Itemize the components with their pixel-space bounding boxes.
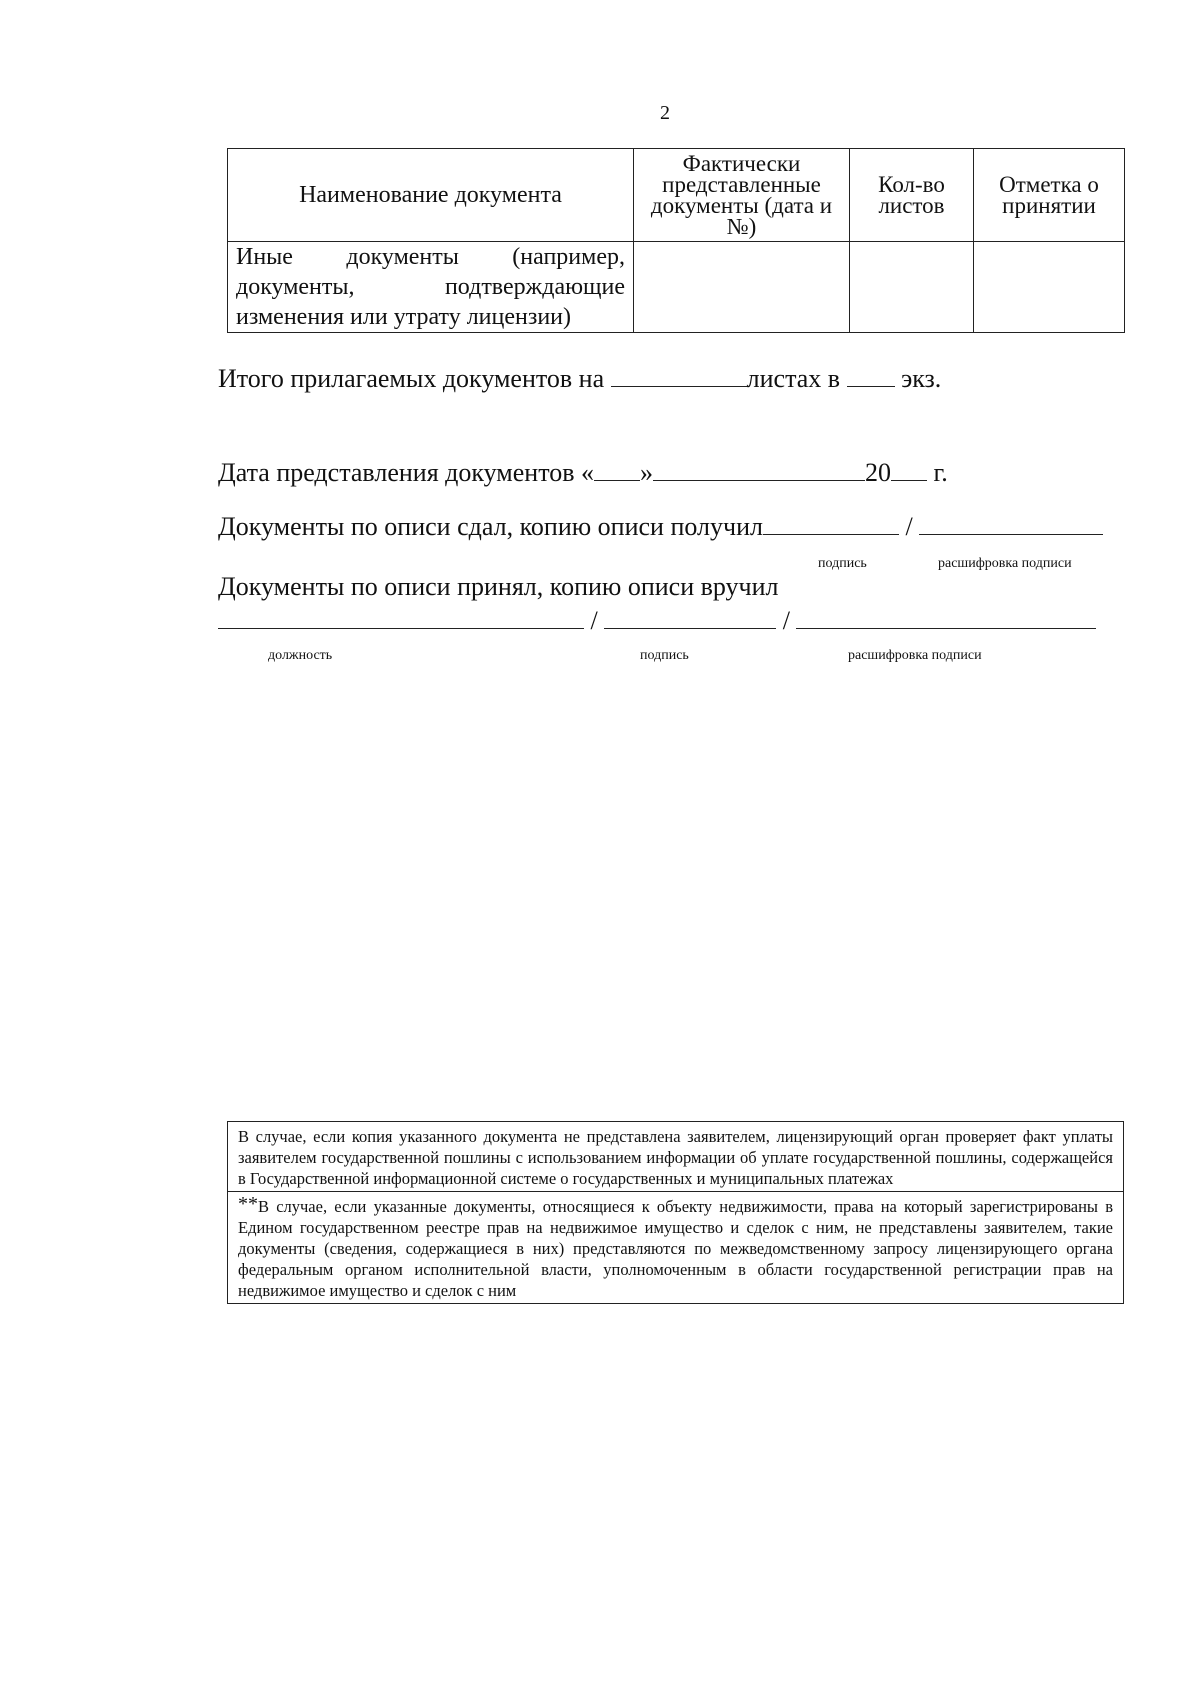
cell-actual-documents [634,242,850,333]
handed-over-text: Документы по описи сдал, копию описи получил [218,512,763,541]
copies-blank [847,362,895,387]
footnote-1-text: В случае, если копия указанного документа не представлена заявителем, лицензирующий орган проверяет факт уплаты заявителем государственной пошлины с использованием информации об уплате государственной пошлины, содержащейся в Государственной информационной системе о государственных и муниципальных платежах [238,1127,1113,1188]
documents-table [227,148,1125,333]
header-document-name: Наименование документа [228,149,634,242]
handed-over-line [218,510,1103,542]
accepted-signature-blank [604,604,776,629]
handed-over-signature-label: подпись [818,556,867,571]
handed-over-separator: / [905,512,913,541]
date-quote-close: » [640,458,654,487]
accepted-separator-1: / [590,606,598,635]
header-acceptance-mark: Отметка о принятии [974,149,1125,242]
table-row [228,242,1125,333]
page-number: 2 [660,102,670,124]
cell-sheet-count [850,242,974,333]
accepted-blanks-line [218,604,1096,636]
table-header-row [228,149,1125,242]
year-blank [891,456,927,481]
year-prefix: 20 [865,458,892,487]
handed-over-decode-blank [919,510,1103,535]
handed-over-signature-blank [763,510,899,535]
footnote-2-text: В случае, если указанные документы, относящиеся к объекту недвижимости, права на который зарегистрированы в Едином государственном реестре прав на недвижимое имущество и сделок с ним, не представлены заявителем, такие документы (сведения, содержащиеся в них) представляются по межведомственному запросу лицензирующего органа федеральным органом исполнительной власти, уполномоченным в области государственной регистрации прав на недвижимое имущество и сделок с ним [238,1197,1113,1300]
accepted-position-label: должность [268,648,333,663]
summary-middle: листах в [746,364,841,393]
summary-suffix: экз. [901,364,942,393]
date-line [218,456,948,488]
accepted-separator-2: / [782,606,790,635]
accepted-decode-label: расшифровка подписи [848,648,982,663]
month-blank [653,456,865,481]
accepted-position-blank [218,604,584,629]
header-actual-documents: Фактически представленные документы (дата и №) [634,149,850,242]
header-sheet-count: Кол-во листов [850,149,974,242]
accepted-decode-blank [796,604,1096,629]
cell-acceptance-mark [974,242,1125,333]
footnote-2 [228,1191,1123,1303]
cell-document-name: Иные документы (например, документы, подтверждающие изменения или утрату лицензии) [228,242,634,333]
footnote-1 [228,1122,1123,1191]
handed-over-decode-label: расшифровка подписи [938,556,1072,571]
accepted-text: Документы по описи принял, копию описи вручил [218,572,779,601]
sheet-count-blank [611,362,747,387]
footnotes-box [227,1121,1124,1304]
date-suffix: г. [933,458,948,487]
accepted-signature-label: подпись [640,648,689,663]
accepted-line [218,572,779,602]
footnote-2-marker: ** [238,1193,258,1215]
summary-line [218,362,941,394]
day-blank [594,456,640,481]
date-prefix: Дата представления документов « [218,458,595,487]
summary-prefix: Итого прилагаемых документов на [218,364,605,393]
